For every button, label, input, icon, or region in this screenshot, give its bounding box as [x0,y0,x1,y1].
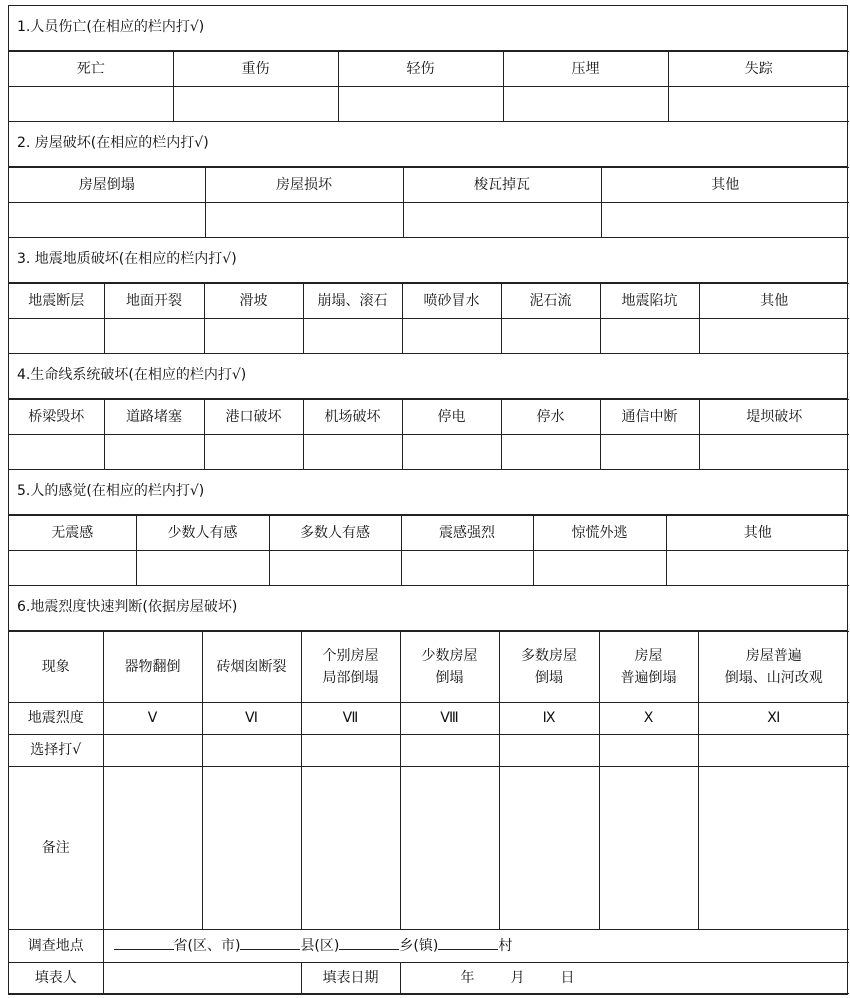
row-label: 地震烈度 [9,703,103,735]
section-6 [9,586,847,994]
check-cell[interactable] [173,87,338,122]
column-header: 压埋 [503,52,668,87]
month-label: 月 [510,969,525,986]
column-header: 无震感 [9,516,136,551]
section-5 [9,470,847,586]
location-row [9,930,849,963]
select-cell[interactable] [400,735,499,767]
filler-label: 填表人 [9,963,103,994]
check-cell[interactable] [503,87,668,122]
section-4 [9,354,847,470]
column-header: 机场破坏 [303,400,402,435]
check-cell[interactable] [501,435,600,470]
check-cell[interactable] [104,435,204,470]
check-cell[interactable] [9,203,205,238]
section-2 [9,122,847,238]
earthquake-survey-form [8,5,848,995]
check-cell[interactable] [9,435,104,470]
phenomenon-cell: 砖烟囱断裂 [202,632,301,703]
check-cell[interactable] [9,319,104,354]
village-label: 村 [498,937,513,954]
check-cell[interactable] [699,319,849,354]
column-header: 桥梁毁坏 [9,400,104,435]
column-header: 泥石流 [501,284,600,319]
column-header: 其他 [699,284,849,319]
check-cell[interactable] [205,203,403,238]
notes-row [9,767,849,930]
check-row [9,435,849,470]
header-row [9,284,849,319]
check-cell[interactable] [402,435,501,470]
column-header: 房屋损坏 [205,168,403,203]
date-value[interactable] [400,963,849,994]
section-table [9,167,849,238]
check-cell[interactable] [9,551,136,586]
select-cell[interactable] [698,735,849,767]
column-header: 港口破坏 [204,400,303,435]
check-cell[interactable] [269,551,401,586]
section-title: 5.人的感觉(在相应的栏内打√) [9,470,847,515]
intensity-level: Ⅸ [499,703,599,735]
filler-row [9,963,849,994]
notes-cell[interactable] [599,767,698,930]
column-header: 崩塌、滚石 [303,284,402,319]
column-header: 房屋倒塌 [9,168,205,203]
section-title: 2. 房屋破坏(在相应的栏内打√) [9,122,847,167]
column-header: 震感强烈 [401,516,533,551]
check-cell[interactable] [104,319,204,354]
section-title: 3. 地震地质破坏(在相应的栏内打√) [9,238,847,283]
check-cell[interactable] [666,551,849,586]
check-row [9,203,849,238]
check-cell[interactable] [9,87,173,122]
phenomenon-cell: 个别房屋 局部倒塌 [301,632,400,703]
column-header: 重伤 [173,52,338,87]
location-value[interactable] [103,930,849,963]
check-cell[interactable] [204,435,303,470]
column-header: 地震断层 [9,284,104,319]
section-title: 1.人员伤亡(在相应的栏内打√) [9,6,847,51]
column-header: 惊慌外逃 [533,516,666,551]
column-header: 堤坝破坏 [699,400,849,435]
select-cell[interactable] [202,735,301,767]
day-label: 日 [560,969,575,986]
check-cell[interactable] [402,319,501,354]
section-table [9,51,849,122]
notes-cell[interactable] [698,767,849,930]
date-label: 填表日期 [301,963,400,994]
notes-cell[interactable] [499,767,599,930]
column-header: 多数人有感 [269,516,401,551]
filler-value[interactable] [103,963,301,994]
column-header: 滑坡 [204,284,303,319]
check-cell[interactable] [403,203,601,238]
column-header: 通信中断 [600,400,699,435]
row-label: 备注 [9,767,103,930]
intensity-table [9,631,849,994]
select-cell[interactable] [499,735,599,767]
check-cell[interactable] [600,319,699,354]
column-header: 失踪 [668,52,849,87]
check-cell[interactable] [303,435,402,470]
check-cell[interactable] [533,551,666,586]
notes-cell[interactable] [202,767,301,930]
phenomenon-cell: 少数房屋 倒塌 [400,632,499,703]
notes-cell[interactable] [400,767,499,930]
check-cell[interactable] [204,319,303,354]
column-header: 停电 [402,400,501,435]
intensity-level: Ⅴ [103,703,202,735]
intensity-level: Ⅶ [301,703,400,735]
column-header: 其他 [601,168,849,203]
header-row [9,400,849,435]
phenomenon-cell: 房屋普遍 倒塌、山河改观 [698,632,849,703]
check-row [9,87,849,122]
check-cell[interactable] [600,435,699,470]
notes-cell[interactable] [301,767,400,930]
check-cell[interactable] [501,319,600,354]
column-header: 少数人有感 [136,516,269,551]
check-cell[interactable] [338,87,503,122]
column-header: 梭瓦掉瓦 [403,168,601,203]
section-title: 6.地震烈度快速判断(依据房屋破坏) [9,586,847,631]
select-cell[interactable] [103,735,202,767]
village-blank[interactable] [438,935,498,950]
county-label: 县(区) [300,937,340,954]
province-blank[interactable] [114,935,174,950]
column-header: 其他 [666,516,849,551]
year-label: 年 [460,969,475,986]
select-cell[interactable] [599,735,698,767]
check-row [9,551,849,586]
section-title: 4.生命线系统破坏(在相应的栏内打√) [9,354,847,399]
county-blank[interactable] [240,935,300,950]
row-label: 选择打√ [9,735,103,767]
check-cell[interactable] [303,319,402,354]
check-cell[interactable] [136,551,269,586]
select-cell[interactable] [301,735,400,767]
column-header: 道路堵塞 [104,400,204,435]
location-label: 调查地点 [9,930,103,963]
intensity-level: Ⅺ [698,703,849,735]
province-label: 省(区、市) [173,937,241,954]
check-cell[interactable] [668,87,849,122]
row-label: 现象 [9,632,103,703]
check-cell[interactable] [699,435,849,470]
intensity-level: Ⅷ [400,703,499,735]
column-header: 轻伤 [338,52,503,87]
column-header: 喷砂冒水 [402,284,501,319]
column-header: 地震陷坑 [600,284,699,319]
check-row [9,319,849,354]
intensity-level: Ⅵ [202,703,301,735]
township-label: 乡(镇) [399,937,439,954]
section-table [9,283,849,354]
column-header: 停水 [501,400,600,435]
section-1 [9,6,847,122]
section-table [9,399,849,470]
notes-cell[interactable] [103,767,202,930]
header-row [9,168,849,203]
header-row [9,516,849,551]
phenomenon-cell: 多数房屋 倒塌 [499,632,599,703]
section-3 [9,238,847,354]
section-table [9,515,849,586]
header-row [9,52,849,87]
phenomenon-row [9,632,849,703]
phenomenon-cell: 房屋 普遍倒塌 [599,632,698,703]
check-cell[interactable] [601,203,849,238]
intensity-level: Ⅹ [599,703,698,735]
check-cell[interactable] [401,551,533,586]
column-header: 地面开裂 [104,284,204,319]
intensity-row [9,703,849,735]
township-blank[interactable] [339,935,399,950]
column-header: 死亡 [9,52,173,87]
select-row [9,735,849,767]
phenomenon-cell: 器物翻倒 [103,632,202,703]
